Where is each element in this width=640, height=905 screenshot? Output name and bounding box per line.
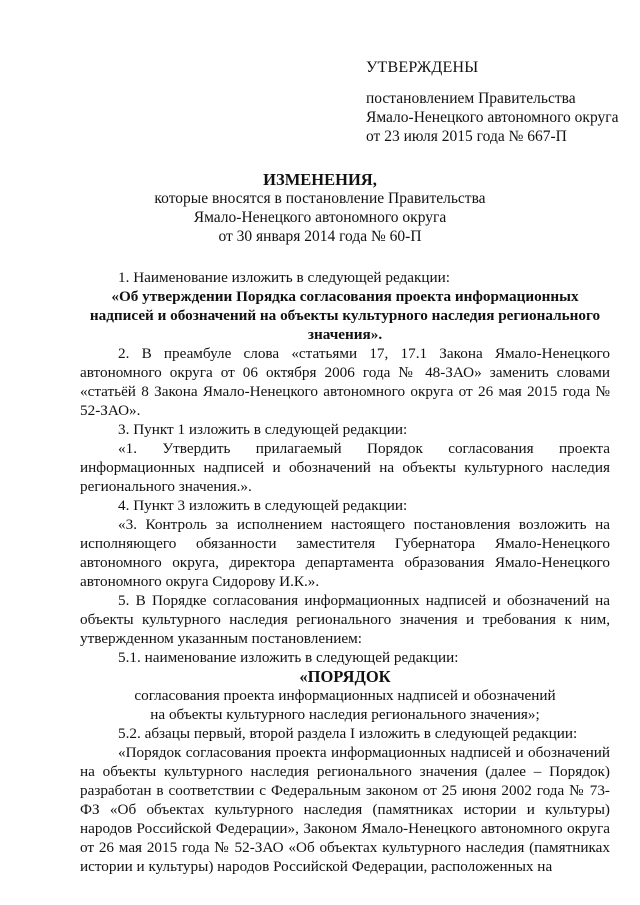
title-line: которые вносятся в постановление Правительства xyxy=(154,190,486,207)
paragraph: «Порядок согласования проекта информационных надписей и обозначений на объекты культурного наследия регионального значения (далее – Порядок) разработан в соответствии с Федеральным законом от 25 июня 2002 года № 73-ФЗ «Об объектах культурного наследия (памятниках истории и культуры) народов Российской Федерации», Законом Ямало-Ненецкого автономного округа от 26 мая 2015 года № 52-ЗАО «Об объектах культурного наследия (памятниках истории и культуры) народов Российской Федерации, расположенных на xyxy=(80,744,610,875)
approval-line: постановлением Правительства xyxy=(366,90,576,107)
paragraph: 5.1. наименование изложить в следующей редакции: xyxy=(118,649,459,666)
paragraph: «ПОРЯДОК xyxy=(299,667,391,686)
paragraph: 5.2. абзацы первый, второй раздела I изложить в следующей редакции: xyxy=(118,725,578,742)
paragraph: 5. В Порядке согласования информационных надписей и обозначений на объекты культурного наследия регионального значения и требования к ним, утвержденном указанным постановлением: xyxy=(80,592,610,647)
title-line: Ямало-Ненецкого автономного округа xyxy=(193,209,447,226)
paragraph: на объекты культурного наследия регионального значения»; xyxy=(150,706,540,723)
title-main: ИЗМЕНЕНИЯ, xyxy=(263,170,377,189)
paragraph: «1. Утвердить прилагаемый Порядок согласования проекта информационных надписей и обозначений на объекты культурного наследия регионального значения.». xyxy=(80,440,610,495)
approval-heading: УТВЕРЖДЕНЫ xyxy=(366,59,479,76)
paragraph: согласования проекта информационных надписей и обозначений xyxy=(134,687,556,704)
document-title xyxy=(0,170,640,246)
document-body xyxy=(80,268,610,876)
paragraph: 2. В преамбуле слова «статьями 17, 17.1 Закона Ямало-Ненецкого автономного округа от 06 октября 2006 года № 48-ЗАО» заменить словами «статьёй 8 Закона Ямало-Ненецкого автономного округа от 26 мая 2015 года № 52-ЗАО». xyxy=(80,345,610,419)
approval-line: Ямало-Ненецкого автономного округа xyxy=(366,109,619,126)
paragraph: 3. Пункт 1 изложить в следующей редакции: xyxy=(118,421,408,438)
approval-block xyxy=(366,58,618,146)
paragraph: «Об утверждении Порядка согласования проекта информационных надписей и обозначений на объекты культурного наследия регионального значения». xyxy=(89,288,601,343)
approval-line: от 23 июля 2015 года № 667-П xyxy=(366,128,567,145)
paragraph: 1. Наименование изложить в следующей редакции: xyxy=(118,269,450,286)
title-line: от 30 января 2014 года № 60-П xyxy=(218,228,422,245)
paragraph: 4. Пункт 3 изложить в следующей редакции: xyxy=(118,497,408,514)
paragraph: «3. Контроль за исполнением настоящего постановления возложить на исполняющего обязанности заместителя Губернатора Ямало-Ненецкого автономного округа, директора департамента образования Ямало-Ненецкого автономного округа Сидорову И.К.». xyxy=(80,516,610,590)
